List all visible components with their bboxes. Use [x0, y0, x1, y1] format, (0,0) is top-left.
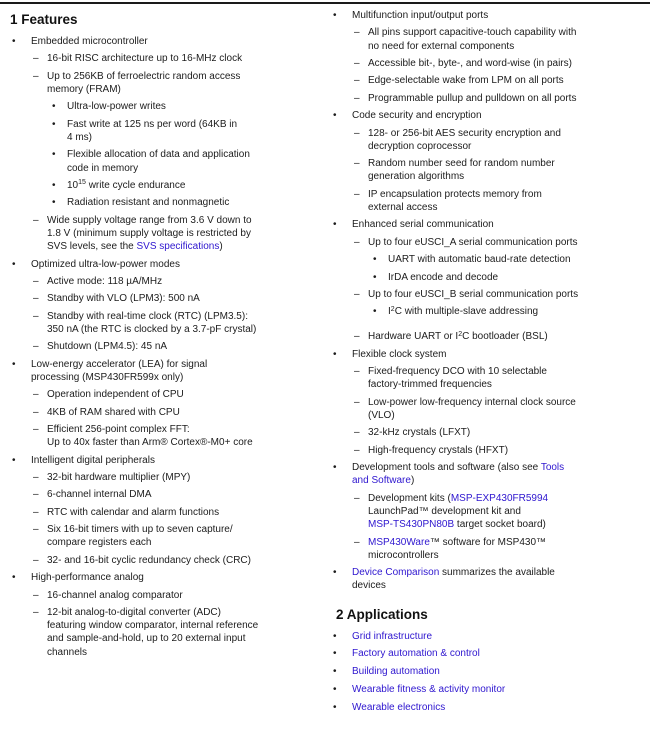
item-text: Ultra-low-power writes [67, 101, 166, 113]
dash-marker: – [33, 606, 39, 618]
feature-item [10, 506, 322, 519]
item-text: Radiation resistant and nonmagnetic [67, 197, 230, 209]
feature-item [331, 305, 645, 318]
item-text: 32- and 16-bit cyclic redundancy check (CRC) [47, 554, 251, 566]
bullet-marker: • [333, 110, 337, 122]
text-link[interactable]: Tools [540, 462, 565, 474]
feature-item [331, 92, 645, 105]
bullet-marker: • [373, 271, 377, 283]
bullet-marker: • [333, 630, 337, 642]
feature-item [10, 70, 322, 96]
bullet-marker: • [373, 254, 377, 266]
dash-marker: – [354, 127, 360, 139]
application-item [331, 630, 645, 643]
item-text [352, 648, 480, 659]
features-list-right [331, 9, 645, 593]
text-link[interactable]: Building automation [352, 666, 440, 678]
dash-marker: – [33, 506, 39, 518]
item-text: 32-kHz crystals (LFXT) [368, 427, 471, 439]
item-text [352, 684, 505, 695]
text-link[interactable]: MSP-EXP430FR5994 [450, 492, 549, 504]
item-text: Edge-selectable wake from LPM on all ports [368, 75, 564, 87]
dash-marker: – [33, 341, 39, 353]
dash-marker: – [33, 406, 39, 418]
feature-item [331, 271, 645, 284]
item-text: 32-bit hardware multiplier (MPY) [47, 472, 191, 484]
features-list-left [10, 35, 322, 659]
item-text: Enhanced serial communication [352, 219, 494, 231]
bullet-marker: • [333, 701, 337, 713]
feature-item [331, 426, 645, 439]
dash-marker: – [33, 214, 39, 226]
bullet-marker: • [12, 36, 16, 47]
item-text: 16-bit RISC architecture up to 16-MHz clock [47, 53, 243, 65]
bullet-marker: • [12, 258, 16, 270]
feature-item [10, 454, 322, 467]
feature-item [331, 236, 645, 249]
bullet-marker: • [333, 684, 337, 696]
features-column-right [331, 9, 645, 714]
item-text: Programmable pullup and pulldown on all ports [368, 92, 577, 104]
dash-marker: – [354, 536, 360, 548]
bullet-marker: • [333, 666, 337, 678]
feature-item [331, 26, 645, 52]
superscript-text: 15 [78, 179, 86, 187]
dash-marker: – [354, 396, 360, 408]
feature-item [331, 444, 645, 457]
item-text: Fixed-frequency DCO with 10 selectable factory-trimmed frequencies [368, 366, 547, 391]
feature-item [331, 396, 645, 422]
item-text: Up to four eUSCI_B serial communication ports [368, 288, 579, 300]
dash-marker: – [33, 389, 39, 401]
application-item [331, 647, 645, 660]
dash-marker: – [33, 70, 39, 82]
item-text: Multifunction input/output ports [352, 10, 489, 21]
feature-item [10, 148, 322, 174]
feature-item [331, 330, 645, 343]
feature-item [10, 179, 322, 192]
item-text: Development kits (MSP-EXP430FR5994 LaunchPad™ development kit and MSP-TS430PN80B target socket board) [368, 492, 549, 531]
dash-marker: – [354, 427, 360, 439]
dash-marker: – [33, 275, 39, 287]
feature-item [10, 35, 322, 48]
feature-item [10, 258, 322, 271]
dash-marker: – [33, 53, 39, 65]
item-text: Standby with real-time clock (RTC) (LPM3.5): 350 nA (the RTC is clocked by a 3.7-pF crystal) [47, 310, 257, 335]
applications-heading: 2 Applications [336, 606, 428, 622]
text-link[interactable]: SVS specifications [136, 241, 220, 253]
feature-item [10, 523, 322, 549]
feature-item [331, 109, 645, 122]
dash-marker: – [354, 366, 360, 378]
text-link[interactable]: MSP-TS430PN80B [368, 519, 455, 531]
feature-item [331, 9, 645, 22]
bullet-marker: • [333, 219, 337, 231]
application-item [331, 701, 645, 714]
item-text: Flexible clock system [352, 348, 447, 360]
feature-item [331, 127, 645, 153]
bullet-marker: • [333, 10, 337, 21]
item-text: All pins support capacitive-touch capability with no need for external components [368, 27, 577, 52]
dash-marker: – [354, 331, 360, 343]
bullet-marker: • [52, 179, 56, 191]
bullet-marker: • [52, 101, 56, 113]
item-text: Up to 256KB of ferroelectric random access memory (FRAM) [47, 70, 241, 95]
bullet-marker: • [52, 197, 56, 209]
item-text: Optimized ultra-low-power modes [31, 258, 180, 270]
feature-item [10, 388, 322, 401]
item-text: Random number seed for random number generation algorithms [368, 158, 555, 183]
dash-marker: – [33, 310, 39, 322]
dash-marker: – [354, 288, 360, 300]
feature-item [331, 157, 645, 183]
dash-marker: – [354, 27, 360, 39]
dash-marker: – [354, 158, 360, 170]
bullet-marker: • [333, 648, 337, 660]
dash-marker: – [33, 472, 39, 484]
bullet-marker: • [12, 358, 16, 370]
dash-marker: – [354, 236, 360, 248]
feature-item [331, 288, 645, 301]
feature-item [10, 589, 322, 602]
feature-item [10, 471, 322, 484]
dash-marker: – [354, 444, 360, 456]
text-link[interactable]: Wearable electronics [352, 701, 446, 713]
feature-item [10, 118, 322, 144]
item-text: Accessible bit-, byte-, and word-wise (in pairs) [368, 57, 572, 69]
feature-item [331, 218, 645, 231]
item-text: Active mode: 118 µA/MHz [47, 275, 163, 287]
item-text [352, 702, 445, 713]
dash-marker: – [354, 188, 360, 200]
item-text: Hardware UART or $I^2C$ bootloader (BSL) [368, 330, 548, 343]
bullet-marker: • [333, 348, 337, 360]
feature-item [331, 188, 645, 214]
item-text [352, 631, 432, 642]
bullet-marker: • [333, 462, 337, 474]
feature-item [10, 310, 322, 336]
feature-item [331, 492, 645, 532]
text-link[interactable]: Wearable fitness & activity monitor [352, 684, 506, 696]
item-text: IP encapsulation protects memory from external access [368, 188, 542, 213]
text-link[interactable]: and Software [352, 475, 411, 487]
item-text: 6-channel internal DMA [47, 489, 152, 501]
item-text: MSP430Ware™ software for MSP430™ microcontrollers [368, 536, 547, 561]
item-text: 128- or 256-bit AES security encryption and decryption coprocessor [368, 127, 561, 152]
item-text: Code security and encryption [352, 110, 482, 122]
item-text: 16-channel analog comparator [47, 589, 183, 601]
dash-marker: – [354, 75, 360, 87]
item-text: High-frequency crystals (HFXT) [368, 444, 509, 456]
item-text: $I^2C$ with multiple-slave addressing [388, 305, 539, 318]
item-text: Standby with VLO (LPM3): 500 nA [47, 293, 200, 305]
feature-item [10, 406, 322, 419]
item-text: Shutdown (LPM4.5): 45 nA [47, 341, 168, 353]
item-text: Fast write at 125 ns per word (64KB in 4 ms) [67, 118, 238, 143]
item-text: 12-bit analog-to-digital converter (ADC) featuring window comparator, internal reference and sample-and-hold, up to 20 external input channels [47, 606, 259, 658]
feature-item [331, 348, 645, 361]
feature-item [10, 292, 322, 305]
item-text: Low-energy accelerator (LEA) for signal processing (MSP430FR599x only) [31, 358, 208, 383]
top-divider [0, 2, 650, 4]
feature-item [10, 606, 322, 659]
dash-marker: – [33, 489, 39, 501]
item-text: Wide supply voltage range from 3.6 V down to 1.8 V (minimum supply voltage is restricted by SVS levels, see the SVS specifications) [47, 214, 252, 253]
text-link[interactable]: MSP430Ware [368, 536, 430, 548]
dash-marker: – [354, 492, 360, 504]
bullet-marker: • [52, 118, 56, 130]
item-text: High-performance analog [31, 572, 144, 584]
dash-marker: – [33, 554, 39, 566]
item-text [352, 666, 440, 677]
dash-marker: – [354, 92, 360, 104]
feature-item [331, 74, 645, 87]
item-text: Flexible allocation of data and application code in memory [67, 149, 250, 174]
application-item [331, 683, 645, 696]
feature-item [10, 52, 322, 65]
dash-marker: – [33, 589, 39, 601]
feature-item [10, 571, 322, 584]
feature-item [10, 100, 322, 113]
text-link[interactable]: Grid infrastructure [352, 630, 433, 642]
dash-marker: – [354, 57, 360, 69]
superscript-text: 2 [390, 305, 395, 313]
feature-item [10, 340, 322, 353]
features-heading: 1 Features [10, 12, 78, 27]
feature-item [331, 536, 645, 562]
bullet-marker: • [12, 572, 16, 584]
dash-marker: – [33, 293, 39, 305]
item-text: Device Comparison summarizes the available devices [352, 567, 555, 592]
item-text: $10^{15}$ write cycle endurance [67, 179, 186, 191]
text-link[interactable]: Factory automation & control [352, 648, 480, 660]
feature-item [331, 461, 645, 487]
feature-item [331, 365, 645, 391]
item-text: Intelligent digital peripherals [31, 454, 155, 466]
item-text: Development tools and software (also see Tools and Software) [352, 462, 565, 487]
item-text: UART with automatic baud-rate detection [388, 254, 571, 266]
features-column-left [10, 12, 322, 659]
item-text: IrDA encode and decode [388, 271, 499, 283]
feature-item [10, 214, 322, 254]
text-link[interactable]: Device Comparison [352, 567, 440, 579]
feature-item [10, 275, 322, 288]
feature-item [331, 57, 645, 70]
application-item [331, 665, 645, 678]
item-text: Operation independent of CPU [47, 389, 184, 401]
bullet-marker: • [12, 454, 16, 466]
superscript-text: 2 [458, 330, 463, 338]
feature-item [10, 488, 322, 501]
bullet-marker: • [333, 567, 337, 579]
feature-item [10, 358, 322, 384]
item-text: 4KB of RAM shared with CPU [47, 406, 180, 418]
bullet-marker: • [373, 306, 377, 318]
item-text: Up to four eUSCI_A serial communication ports [368, 236, 578, 248]
feature-item [10, 423, 322, 449]
applications-list [331, 630, 645, 714]
item-text: Efficient 256-point complex FFT: Up to 40x faster than Arm® Cortex®-M0+ core [47, 424, 253, 449]
dash-marker: – [33, 524, 39, 536]
feature-item [10, 196, 322, 209]
feature-item [331, 566, 645, 592]
item-text: RTC with calendar and alarm functions [47, 506, 220, 518]
feature-item [10, 554, 322, 567]
dash-marker: – [33, 424, 39, 436]
bullet-marker: • [52, 149, 56, 161]
item-text: Six 16-bit timers with up to seven capture/ compare registers each [47, 524, 233, 549]
feature-item [331, 253, 645, 266]
item-text: Low-power low-frequency internal clock source (VLO) [368, 396, 576, 422]
item-text: Embedded microcontroller [31, 36, 148, 47]
